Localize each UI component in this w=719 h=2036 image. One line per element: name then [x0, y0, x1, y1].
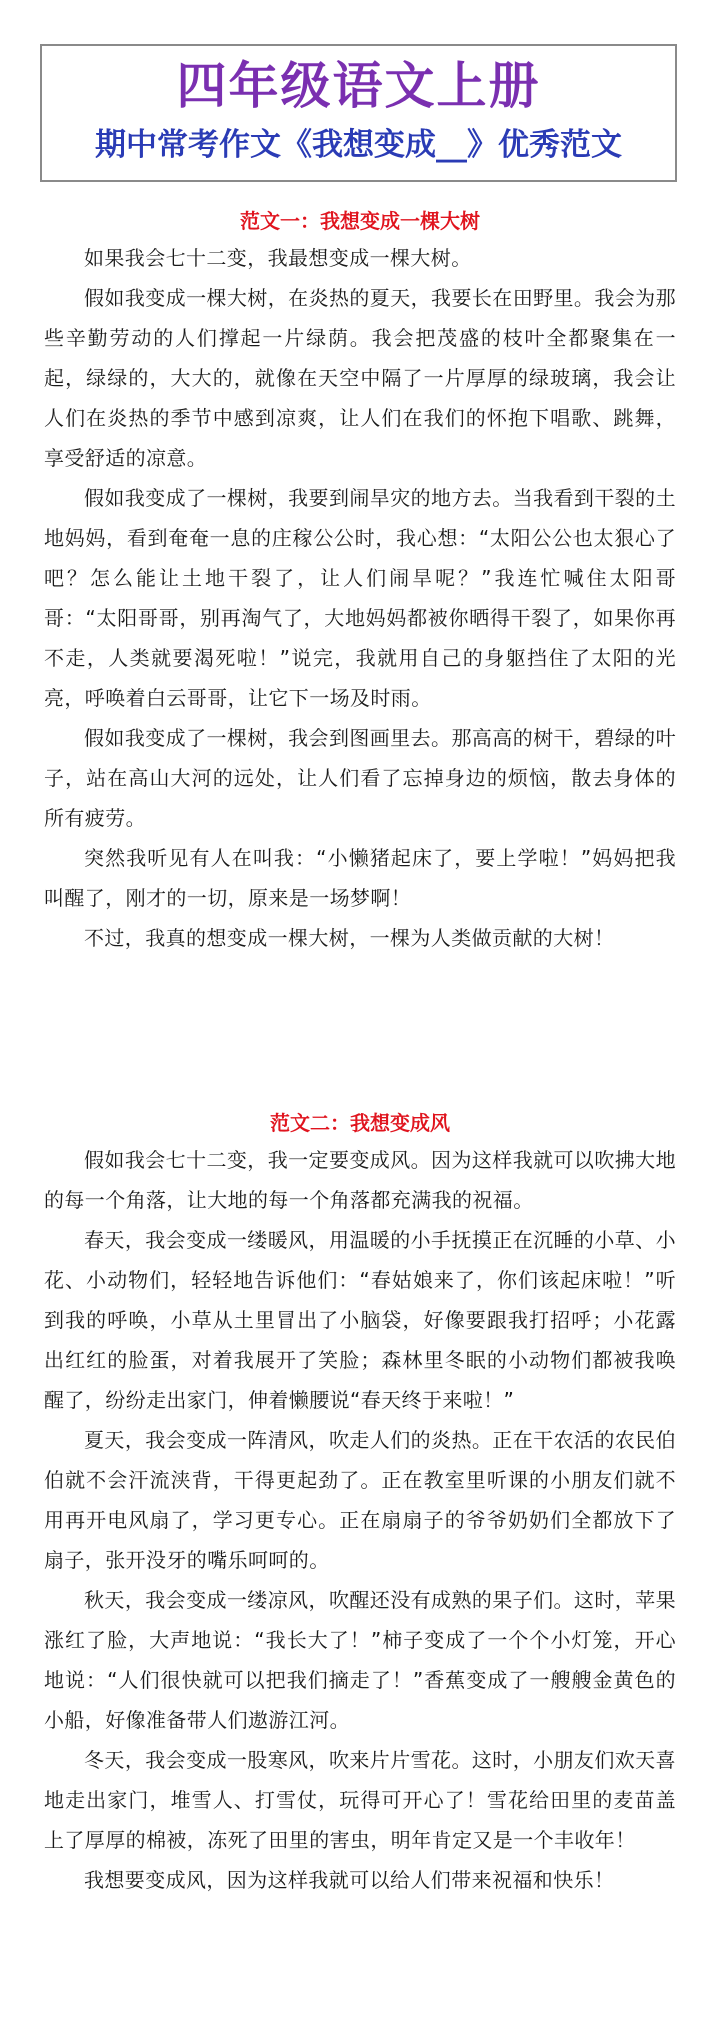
essay-one-paragraph: 不过，我真的想变成一棵大树，一棵为人类做贡献的大树！ — [84, 926, 615, 950]
essay-one-paragraph: 突然我听见有人在叫我：“小懒猪起床了，要上学啦！”妈妈把我叫醒了，刚才的一切，原来是一场梦啊！ — [44, 846, 676, 910]
essay-two-paragraph: 冬天，我会变成一股寒风，吹来片片雪花。这时，小朋友们欢天喜地走出家门，堆雪人、打雪仗，玩得可开心了！雪花给田里的麦苗盖上了厚厚的棉被，冻死了田里的害虫，明年肯定又是一个丰收年！ — [44, 1748, 676, 1852]
header-box — [40, 44, 677, 182]
essay-two — [44, 1108, 676, 1900]
essay-two-paragraph: 秋天，我会变成一缕凉风，吹醒还没有成熟的果子们。这时，苹果涨红了脸，大声地说：“我长大了！”柿子变成了一个个小灯笼，开心地说：“人们很快就可以把我们摘走了！”香蕉变成了一艘艘金黄色的小船，好像准备带人们遨游江河。 — [44, 1588, 676, 1732]
essay-one — [44, 206, 676, 958]
essay-one-paragraph: 假如我变成一棵大树，在炎热的夏天，我要长在田野里。我会为那些辛勤劳动的人们撑起一片绿荫。我会把茂盛的枝叶全都聚集在一起，绿绿的，大大的，就像在天空中隔了一片厚厚的绿玻璃，我会让人们在炎热的季节中感到凉爽，让人们在我们的怀抱下唱歌、跳舞，享受舒适的凉意。 — [44, 286, 676, 470]
essay-one-paragraph: 假如我变成了一棵树，我要到闹旱灾的地方去。当我看到干裂的土地妈妈，看到奄奄一息的庄稼公公时，我心想：“太阳公公也太狠心了吧？怎么能让土地干裂了，让人们闹旱呢？”我连忙喊住太阳哥哥：“太阳哥哥，别再淘气了，大地妈妈都被你晒得干裂了，如果你再不走，人类就要渴死啦！”说完，我就用自己的身躯挡住了太阳的光亮，呼唤着白云哥哥，让它下一场及时雨。 — [44, 486, 676, 710]
essay-two-paragraph: 春天，我会变成一缕暖风，用温暖的小手抚摸正在沉睡的小草、小花、小动物们，轻轻地告诉他们：“春姑娘来了，你们该起床啦！”听到我的呼唤，小草从土里冒出了小脑袋，好像要跟我打招呼；小花露出红红的脸蛋，对着我展开了笑脸；森林里冬眠的小动物们都被我唤醒了，纷纷走出家门，伸着懒腰说“春天终于来啦！” — [44, 1228, 676, 1412]
page-subtitle: 期中常考作文《我想变成__》优秀范文 — [95, 127, 622, 163]
page-title: 四年级语文上册 — [176, 56, 541, 115]
essay-two-paragraph: 假如我会七十二变，我一定要变成风。因为这样我就可以吹拂大地的每一个角落，让大地的每一个角落都充满我的祝福。 — [44, 1148, 676, 1212]
essay-two-paragraph: 夏天，我会变成一阵清风，吹走人们的炎热。正在干农活的农民伯伯就不会汗流浃背，干得更起劲了。正在教室里听课的小朋友们就不用再开电风扇了，学习更专心。正在扇扇子的爷爷奶奶们全都放下了扇子，张开没牙的嘴乐呵呵的。 — [44, 1428, 676, 1572]
essay-two-paragraph: 我想要变成风，因为这样我就可以给人们带来祝福和快乐！ — [84, 1868, 615, 1892]
essay-two-title: 范文二：我想变成风 — [270, 1111, 450, 1135]
essay-one-paragraph: 假如我变成了一棵树，我会到图画里去。那高高的树干，碧绿的叶子，站在高山大河的远处，让人们看了忘掉身边的烦恼，散去身体的所有疲劳。 — [44, 726, 676, 830]
essay-one-paragraph: 如果我会七十二变，我最想变成一棵大树。 — [84, 246, 472, 270]
essay-one-title: 范文一：我想变成一棵大树 — [240, 209, 480, 233]
